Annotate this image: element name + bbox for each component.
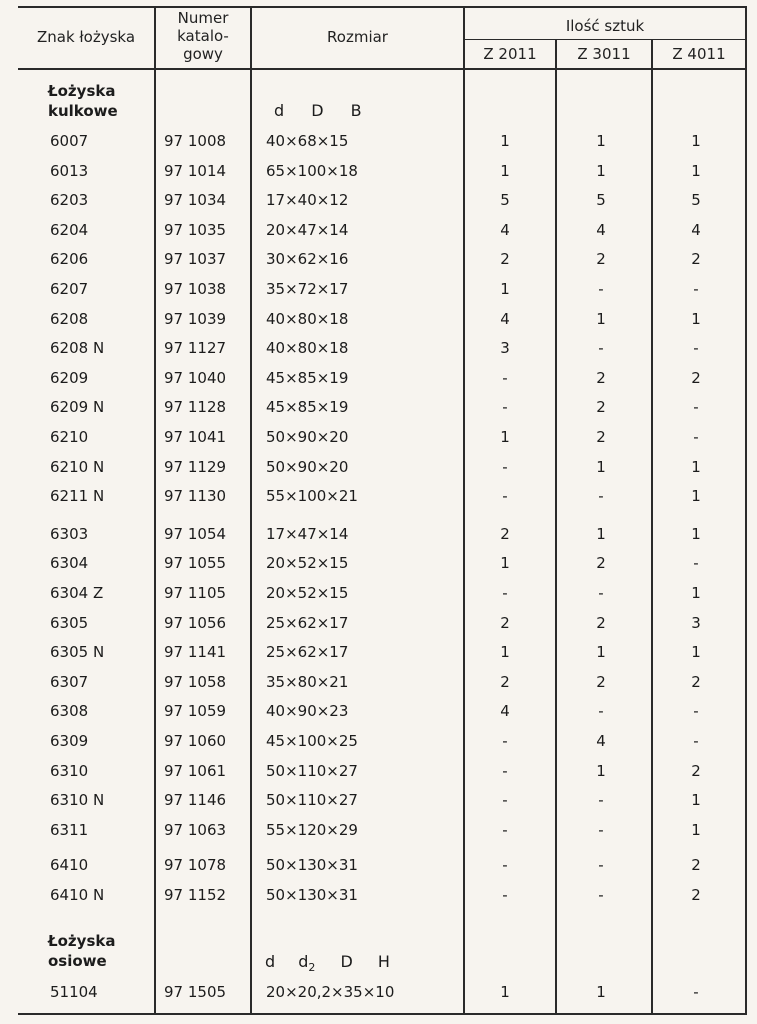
- row-z3011: 2: [596, 613, 606, 632]
- row-numer: 97 1141: [164, 643, 227, 662]
- row-z4011: 1: [691, 457, 701, 476]
- row-z3011: -: [598, 791, 604, 810]
- row-numer: 97 1063: [164, 820, 227, 839]
- row-z3011: -: [598, 702, 604, 721]
- row-rozmiar: 55×100×21: [266, 487, 358, 506]
- row-rozmiar: 50×130×31: [266, 856, 358, 875]
- row-numer: 97 1078: [164, 856, 227, 875]
- row-numer: 97 1146: [164, 791, 227, 810]
- row-z2011: 1: [500, 280, 510, 298]
- row-z3011: 5: [596, 191, 606, 210]
- row-z4011: -: [693, 554, 699, 573]
- row-rozmiar: 50×110×27: [266, 791, 358, 810]
- row-z4011: -: [693, 732, 699, 750]
- col-divider-5: [651, 40, 653, 1014]
- row-znak: 6304 Z: [50, 584, 104, 602]
- row-z4011: 2: [691, 886, 701, 904]
- row-numer: 97 1127: [164, 339, 227, 358]
- row-znak: 6204: [50, 220, 89, 239]
- row-numer: 97 1035: [164, 220, 227, 239]
- dim-d2-main: d: [298, 952, 309, 971]
- row-znak: 6209: [50, 368, 89, 387]
- row-z4011: 4: [691, 220, 701, 239]
- row-z3011: 1: [596, 309, 606, 328]
- dim-d2-sub: 2: [308, 961, 316, 975]
- row-z3011: 4: [596, 732, 606, 750]
- row-numer: 97 1034: [164, 191, 227, 210]
- row-numer: 97 1039: [164, 309, 227, 328]
- row-z4011: 1: [691, 584, 701, 602]
- row-znak: 6013: [50, 161, 89, 180]
- row-z3011: 2: [596, 554, 606, 573]
- row-znak: 6310 N: [50, 791, 105, 810]
- row-numer: 97 1040: [164, 368, 227, 387]
- section-kulkowe-title-2: kulkowe: [48, 102, 118, 120]
- row-z2011: 2: [500, 613, 510, 632]
- row-z4011: 1: [691, 524, 701, 543]
- header-divider: [18, 68, 747, 70]
- header-z2011: Z 2011: [483, 45, 537, 63]
- header-numer-line3: gowy: [183, 45, 223, 63]
- row-z3011: -: [598, 584, 604, 602]
- section-osiowe-title-2: osiowe: [48, 952, 107, 970]
- row-z3011: 2: [596, 398, 606, 417]
- row-znak: 6310: [50, 761, 89, 780]
- row-z4011: 1: [691, 132, 701, 150]
- header-numer-line2: katalo-: [177, 27, 229, 45]
- row-rozmiar: 65×100×18: [266, 161, 358, 180]
- row-z4011: 1: [691, 820, 701, 839]
- row-numer: 97 1060: [164, 732, 227, 750]
- row-z4011: 2: [691, 856, 701, 875]
- osiowe-z4011: -: [693, 983, 699, 1001]
- row-rozmiar: 35×80×21: [266, 672, 349, 691]
- row-z2011: 1: [500, 643, 510, 662]
- row-rozmiar: 55×120×29: [266, 820, 358, 839]
- row-rozmiar: 20×52×15: [266, 584, 349, 602]
- row-z2011: -: [502, 487, 508, 506]
- row-z3011: 1: [596, 524, 606, 543]
- header-numer-line1: Numer: [177, 9, 229, 27]
- row-z4011: -: [693, 398, 699, 417]
- col-divider-2: [250, 6, 252, 1014]
- row-z3011: 2: [596, 250, 606, 269]
- row-z4011: 2: [691, 672, 701, 691]
- ilosc-divider: [464, 39, 747, 40]
- row-rozmiar: 40×80×18: [266, 339, 349, 358]
- header-rozmiar: Rozmiar: [327, 28, 388, 46]
- row-rozmiar: 40×90×23: [266, 702, 349, 721]
- row-z2011: -: [502, 368, 508, 387]
- row-rozmiar: 17×47×14: [266, 524, 349, 543]
- row-rozmiar: 50×110×27: [266, 761, 358, 780]
- row-numer: 97 1128: [164, 398, 227, 417]
- row-numer: 97 1038: [164, 280, 227, 298]
- row-z4011: 1: [691, 791, 701, 810]
- header-z3011: Z 3011: [577, 45, 631, 63]
- row-z2011: 1: [500, 132, 510, 150]
- row-znak: 6309: [50, 732, 89, 750]
- dim-d2-label: [298, 953, 315, 977]
- row-numer: 97 1058: [164, 672, 227, 691]
- row-z3011: 1: [596, 761, 606, 780]
- row-z3011: -: [598, 820, 604, 839]
- row-z2011: -: [502, 886, 508, 904]
- header-z4011: Z 4011: [672, 45, 726, 63]
- row-numer: 97 1056: [164, 613, 227, 632]
- row-numer: 97 1152: [164, 886, 227, 904]
- dim-D-label-2: D: [340, 952, 353, 971]
- col-divider-4: [555, 40, 557, 1014]
- row-znak: 6206: [50, 250, 89, 269]
- row-numer: 97 1054: [164, 524, 227, 543]
- row-z2011: 2: [500, 250, 510, 269]
- dim-D-label: D: [311, 101, 324, 120]
- row-z4011: -: [693, 339, 699, 358]
- row-znak: 6304: [50, 554, 89, 573]
- row-znak: 6208: [50, 309, 89, 328]
- col-divider-3: [463, 6, 465, 1014]
- osiowe-rozmiar: 20×20,2×35×10: [266, 983, 395, 1001]
- row-z4011: -: [693, 280, 699, 298]
- row-z4011: -: [693, 428, 699, 446]
- row-z2011: 2: [500, 672, 510, 691]
- row-numer: 97 1061: [164, 761, 227, 780]
- dims-header-kulkowe: [274, 102, 362, 120]
- row-z3011: 1: [596, 643, 606, 662]
- row-z2011: -: [502, 856, 508, 875]
- row-z2011: -: [502, 820, 508, 839]
- osiowe-numer: 97 1505: [164, 983, 227, 1001]
- row-z3011: 1: [596, 457, 606, 476]
- dim-H-label: H: [377, 952, 390, 971]
- osiowe-znak: 51104: [50, 983, 98, 1001]
- row-z3011: 2: [596, 672, 606, 691]
- dims-header-osiowe: [265, 953, 390, 977]
- row-znak: 6311: [50, 820, 89, 839]
- row-z4011: 2: [691, 368, 701, 387]
- row-rozmiar: 45×85×19: [266, 398, 349, 417]
- osiowe-z2011: 1: [500, 983, 510, 1001]
- row-rozmiar: 20×52×15: [266, 554, 349, 573]
- row-znak: 6307: [50, 672, 89, 691]
- row-numer: 97 1105: [164, 584, 227, 602]
- header-ilosc: Ilość sztuk: [565, 17, 645, 35]
- row-znak: 6308: [50, 702, 89, 721]
- row-znak: 6209 N: [50, 398, 105, 417]
- row-z4011: 1: [691, 643, 701, 662]
- row-z2011: 5: [500, 191, 510, 210]
- row-numer: 97 1041: [164, 428, 227, 446]
- row-rozmiar: 45×100×25: [266, 732, 358, 750]
- row-z2011: -: [502, 584, 508, 602]
- row-z2011: 4: [500, 702, 510, 721]
- bottom-border: [18, 1013, 747, 1015]
- row-z2011: 3: [500, 339, 510, 358]
- row-znak: 6410: [50, 856, 89, 875]
- row-z2011: -: [502, 791, 508, 810]
- row-z2011: -: [502, 732, 508, 750]
- row-znak: 6007: [50, 132, 89, 150]
- row-rozmiar: 25×62×17: [266, 613, 349, 632]
- row-z4011: 5: [691, 191, 701, 210]
- row-rozmiar: 35×72×17: [266, 280, 349, 298]
- row-rozmiar: 20×47×14: [266, 220, 349, 239]
- row-z2011: -: [502, 761, 508, 780]
- row-rozmiar: 40×80×18: [266, 309, 349, 328]
- row-numer: 97 1059: [164, 702, 227, 721]
- row-numer: 97 1055: [164, 554, 227, 573]
- section-osiowe-title-1: Łożyska: [48, 932, 116, 950]
- row-z2011: 1: [500, 161, 510, 180]
- row-znak: 6210 N: [50, 457, 105, 476]
- row-z3011: -: [598, 886, 604, 904]
- dim-B-label: B: [350, 101, 362, 120]
- row-z2011: -: [502, 457, 508, 476]
- row-z2011: 1: [500, 428, 510, 446]
- row-znak: 6208 N: [50, 339, 105, 358]
- row-z2011: 2: [500, 524, 510, 543]
- row-z4011: -: [693, 702, 699, 721]
- row-rozmiar: 50×130×31: [266, 886, 358, 904]
- row-rozmiar: 50×90×20: [266, 428, 349, 446]
- row-znak: 6203: [50, 191, 89, 210]
- row-numer: 97 1008: [164, 132, 227, 150]
- row-z4011: 1: [691, 161, 701, 180]
- col-divider-1: [154, 6, 156, 1014]
- row-rozmiar: 45×85×19: [266, 368, 349, 387]
- row-z2011: 4: [500, 309, 510, 328]
- row-z3011: 1: [596, 132, 606, 150]
- row-z3011: -: [598, 280, 604, 298]
- row-z2011: 1: [500, 554, 510, 573]
- row-numer: 97 1130: [164, 487, 227, 506]
- row-z3011: -: [598, 339, 604, 358]
- row-znak: 6211 N: [50, 487, 105, 506]
- row-z2011: -: [502, 398, 508, 417]
- row-z4011: 3: [691, 613, 701, 632]
- row-z4011: 2: [691, 250, 701, 269]
- row-z3011: 2: [596, 428, 606, 446]
- row-z3011: -: [598, 487, 604, 506]
- row-znak: 6305: [50, 613, 89, 632]
- row-z2011: 4: [500, 220, 510, 239]
- row-z4011: 1: [691, 309, 701, 328]
- dim-d-label: d: [274, 101, 285, 120]
- dim-d-label-2: d: [265, 952, 276, 971]
- row-numer: 97 1129: [164, 457, 227, 476]
- bearing-table: [18, 6, 747, 1016]
- row-znak: 6207: [50, 280, 89, 298]
- row-rozmiar: 50×90×20: [266, 457, 349, 476]
- osiowe-z3011: 1: [596, 983, 606, 1001]
- header-znak: Znak łożyska: [36, 28, 136, 46]
- row-rozmiar: 25×62×17: [266, 643, 349, 662]
- top-border: [18, 6, 747, 8]
- row-z3011: -: [598, 856, 604, 875]
- right-border: [745, 6, 747, 1014]
- row-z4011: 1: [691, 487, 701, 506]
- row-z4011: 2: [691, 761, 701, 780]
- row-z3011: 2: [596, 368, 606, 387]
- row-rozmiar: 40×68×15: [266, 132, 349, 150]
- row-numer: 97 1014: [164, 161, 227, 180]
- row-z3011: 4: [596, 220, 606, 239]
- row-z3011: 1: [596, 161, 606, 180]
- row-znak: 6410 N: [50, 886, 105, 904]
- row-rozmiar: 17×40×12: [266, 191, 349, 210]
- row-znak: 6303: [50, 524, 89, 543]
- section-kulkowe-title-1: Łożyska: [48, 82, 116, 100]
- row-rozmiar: 30×62×16: [266, 250, 349, 269]
- row-znak: 6305 N: [50, 643, 105, 662]
- row-numer: 97 1037: [164, 250, 227, 269]
- row-znak: 6210: [50, 428, 89, 446]
